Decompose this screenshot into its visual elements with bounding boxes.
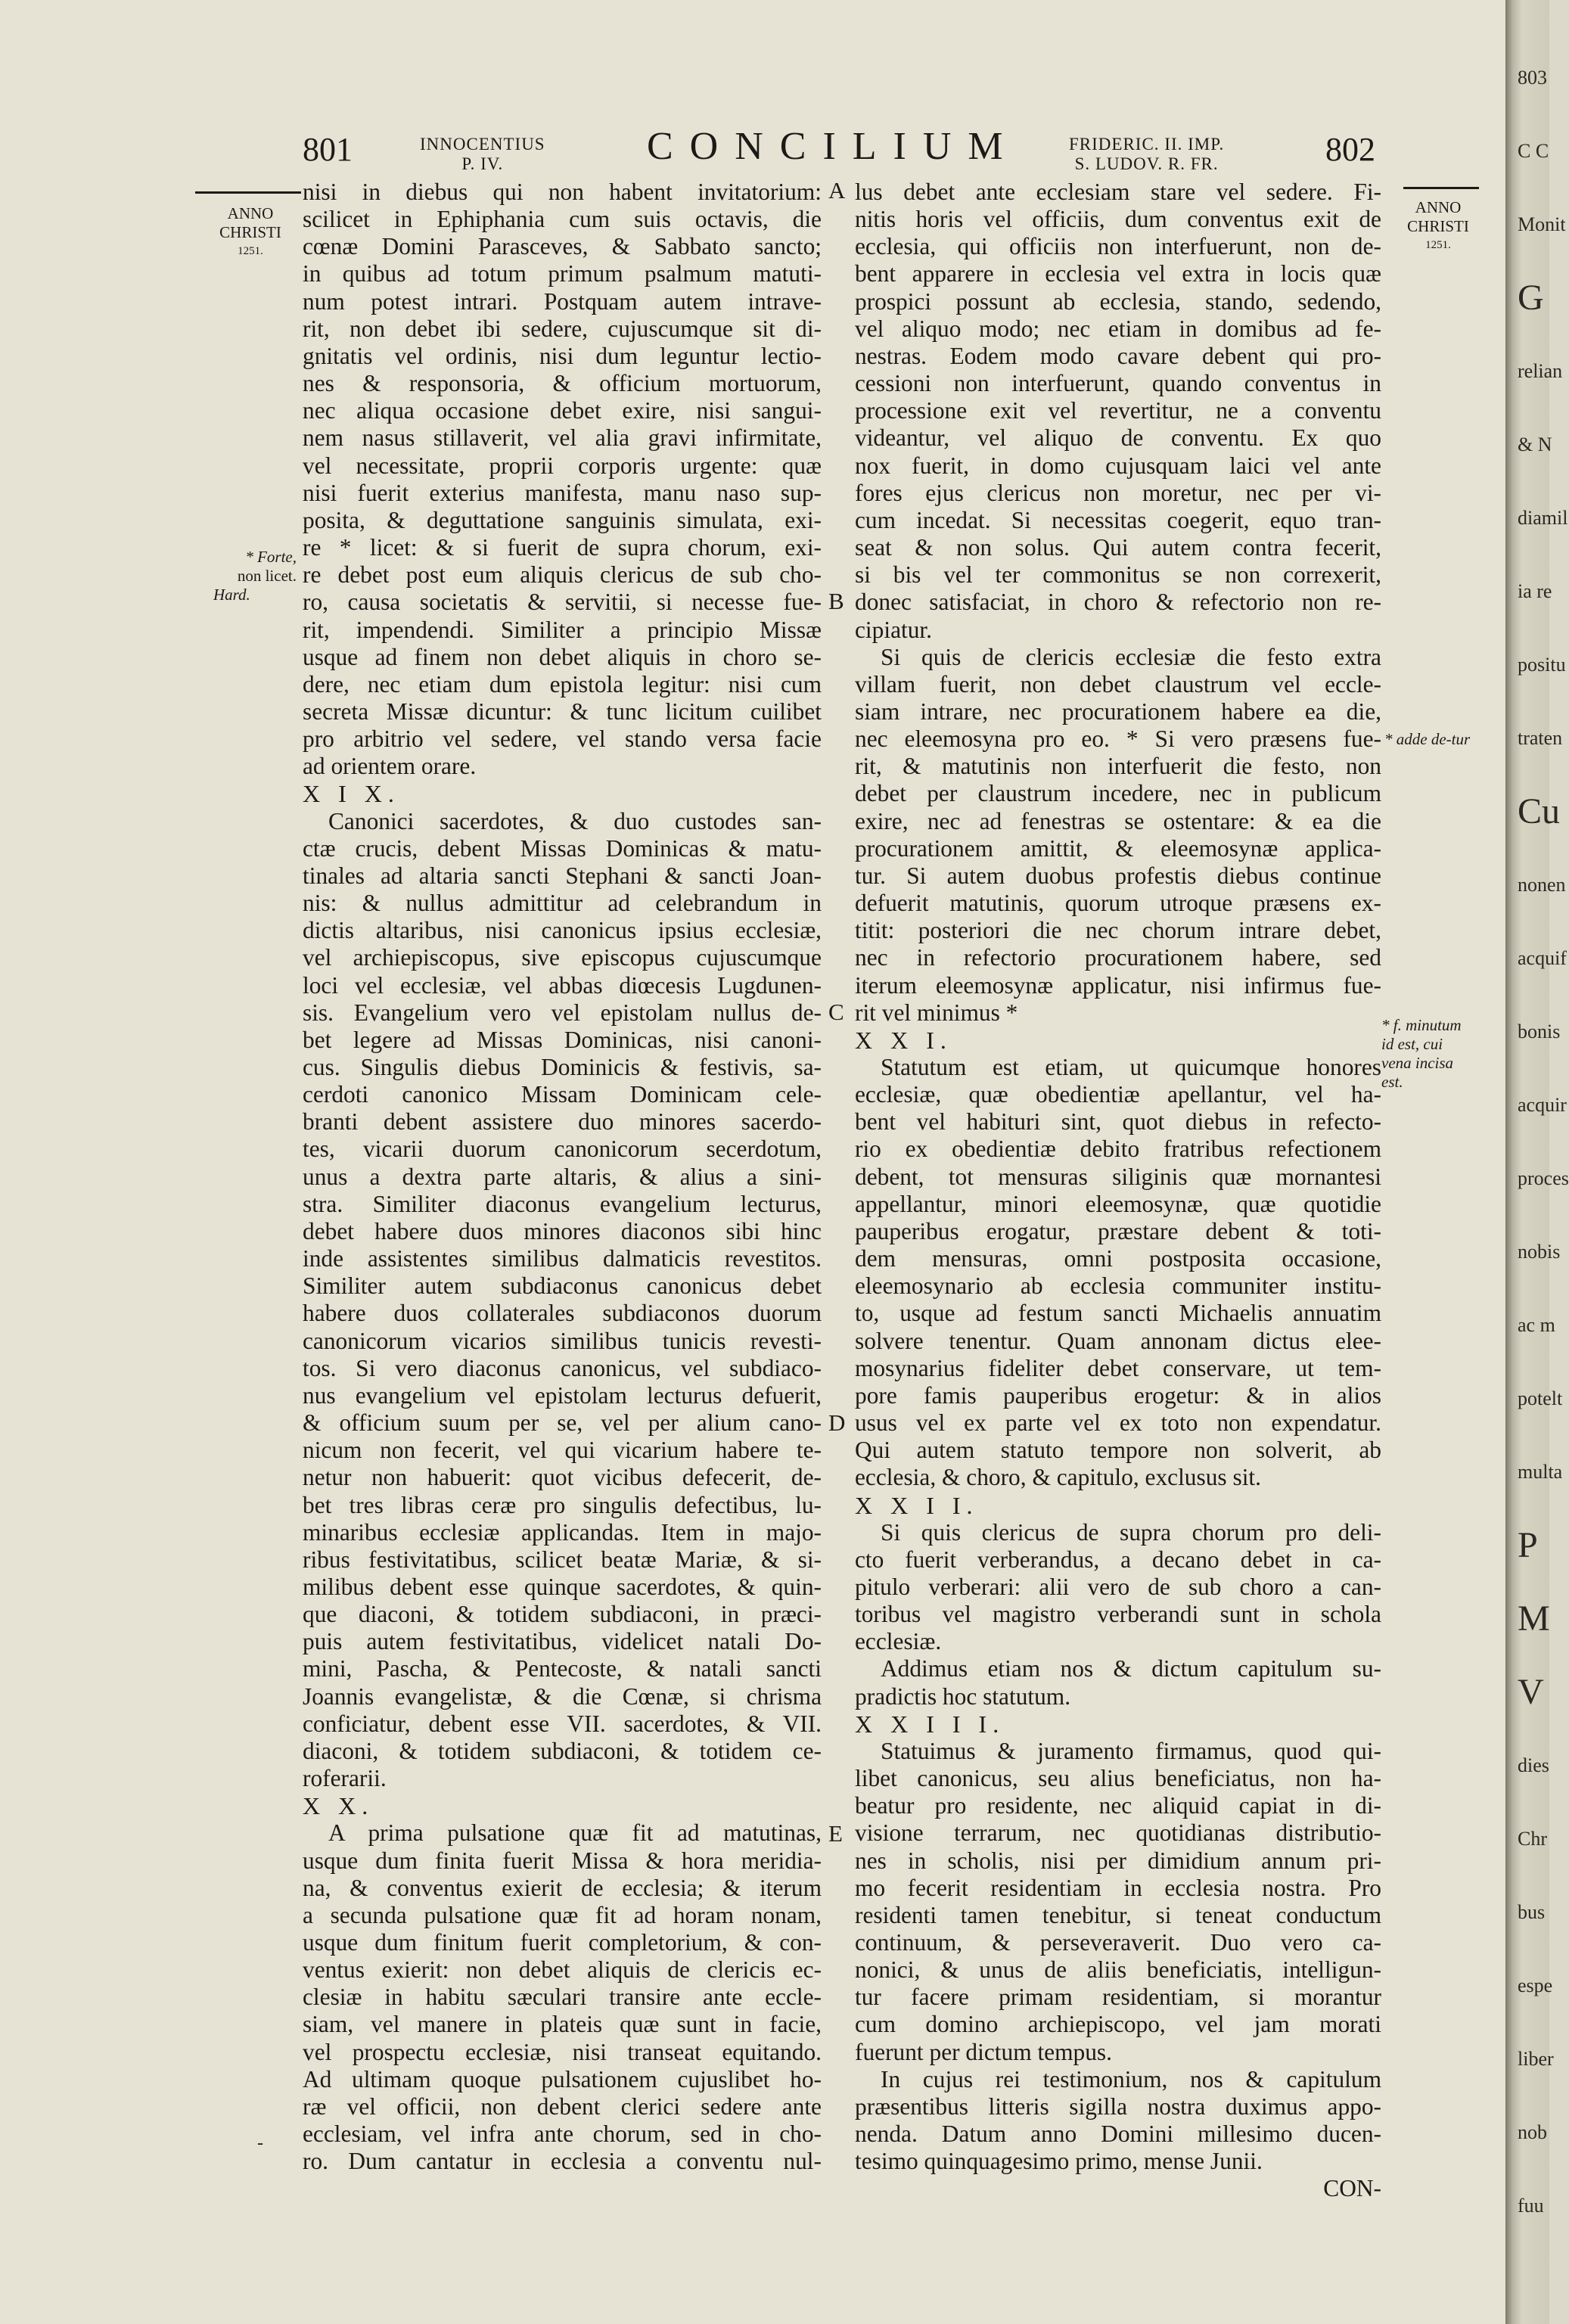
anno-christi-note-right: [1393, 198, 1483, 255]
gutter-fragment: M: [1518, 1599, 1550, 1639]
right-column-text-line: debent, tot mensuras siliginis quæ mornantesi: [855, 1163, 1381, 1190]
right-column-text-line: pradictis hoc statutum.: [855, 1682, 1071, 1710]
minutum-note-2: id est, cui: [1381, 1035, 1443, 1053]
left-column-text-line: scilicet in Ephiphania cum suis octavis, die: [303, 206, 822, 233]
running-head-right: [1069, 135, 1224, 174]
left-column-text-line: usque dum finitum fuerit completorium, & con-: [303, 1929, 822, 1956]
right-column-text-line: to, usque ad festum sancti Michaelis annuatim: [855, 1300, 1381, 1327]
left-column-text-line: tinales ad altaria sancti Stephani & sancti Joan-: [303, 862, 822, 889]
left-column-text-line: nec aliqua occasione debet exire, nisi sangui-: [303, 397, 822, 424]
right-column-text-line: nonici, & unus de aliis beneficiatis, intelligun-: [855, 1956, 1381, 1984]
gutter-fragment: C C: [1518, 140, 1549, 162]
right-column-section-heading: X X I I.: [855, 1491, 979, 1519]
gutter-fragment: P: [1518, 1525, 1538, 1565]
running-head-right-line1: FRIDERIC. II. IMP.: [1069, 135, 1225, 154]
left-column-text-line: debet habere duos minores diaconos sibi hinc: [303, 1217, 822, 1244]
gutter-fragment: positu: [1518, 654, 1566, 676]
section-letter-a: A: [828, 177, 846, 204]
right-column-text-line: fuerunt per dictum tempus.: [855, 2038, 1112, 2065]
right-column-text-line: continuum, & perseveraverit. Duo vero ca-: [855, 1929, 1381, 1956]
left-column-text-line: vel prospectu ecclesiæ, nisi transeat equitando.: [303, 2038, 822, 2065]
right-column-text-line: nes in scholis, nisi per dimidium annum pri-: [855, 1847, 1381, 1874]
left-column-text-line: Canonici sacerdotes, & duo custodes san-: [328, 807, 822, 834]
right-column-text-line: Si quis clericus de supra chorum pro deli-: [881, 1518, 1381, 1546]
left-column-text-line: nes & responsoria, & officium mortuorum,: [303, 370, 822, 397]
left-column-text-line: A prima pulsatione quæ fit ad matutinas,: [328, 1819, 822, 1847]
right-column-text-line: Qui autem statuto tempore non solverit, ab: [855, 1437, 1381, 1464]
right-column-text-line: rit vel minimus *: [855, 999, 1018, 1026]
right-column-text-line: nec in refectorio procurationem habere, sed: [855, 944, 1381, 971]
right-column-text-line: procurationem amittit, & eleemosynæ applica-: [855, 834, 1381, 862]
gutter-fragment: acquir: [1518, 1094, 1567, 1116]
running-head-left: [420, 135, 545, 174]
gutter-fragment: acquif: [1518, 947, 1567, 969]
minutum-note-3: vena incisa: [1381, 1054, 1454, 1072]
left-column-text-line: ecclesiam, vel infra ante chorum, sed in cho-: [303, 2120, 822, 2148]
right-column-section-heading: X X I.: [855, 1026, 952, 1054]
left-column-text-line: puis autem festivitatibus, videlicet natali Do-: [303, 1628, 822, 1655]
gutter-fragment: Monit: [1518, 213, 1566, 235]
right-column-text-line: libet canonicus, seu alius beneficiatus, non ha-: [855, 1765, 1381, 1792]
left-column-text-line: unus a dextra parte altaris, & alius a sini-: [303, 1163, 822, 1190]
gutter-fragment: Cu: [1518, 791, 1561, 831]
adde-note: * adde de-tur: [1384, 730, 1471, 748]
anno-christi-note-left: [206, 204, 295, 261]
left-column-text-line: tes, vicarii duorum canonicorum secerdotum,: [303, 1136, 822, 1163]
gutter-fragment: fuu: [1518, 2195, 1544, 2217]
right-column-text-line: videantur, vel aliquo de conventu. Ex quo: [855, 424, 1381, 452]
left-column-text-line: ro, causa societatis & servitii, si necesse fue-: [303, 589, 822, 616]
running-head-right-line2: S. LUDOV. R. FR.: [1074, 154, 1219, 173]
right-column-text-line: iterum eleemosynæ applicatur, nisi infirmus fue-: [855, 971, 1381, 999]
margin-rule-left: [195, 191, 301, 194]
gutter-fragment: 803: [1518, 67, 1547, 89]
anno-left-2: CHRISTI: [219, 223, 281, 241]
gutter-fragment: nonen: [1518, 874, 1566, 896]
right-column-text-line: vel aliquo modo; nec etiam in domibus ad fe-: [855, 315, 1381, 342]
right-column-text-line: pitulo verberari: alii vero de sub choro a can-: [855, 1573, 1381, 1600]
gutter-fragment: bus: [1518, 1901, 1546, 1923]
left-column-text-line: milibus debent esse quinque sacerdotes, & quin-: [303, 1573, 822, 1600]
page-number-right: 802: [1325, 131, 1375, 168]
left-column-text-line: minaribus ecclesiæ applicandas. Item in majo-: [303, 1518, 822, 1546]
right-column-text-line: cum incedat. Si necessitas coegerit, equo tran-: [855, 506, 1381, 533]
anno-right-2: CHRISTI: [1407, 217, 1469, 235]
gutter-fragment: nobis: [1518, 1241, 1561, 1263]
right-column-text-line: ecclesia, qui officiis non interfuerunt, non de-: [855, 233, 1381, 260]
anno-right-3: 1251.: [1425, 239, 1451, 251]
left-column-text-line: usque dum finita fuerit Missa & hora meridia-: [303, 1847, 822, 1874]
forte-note-1: * Forte,: [245, 548, 297, 566]
right-column-text-line: ecclesiæ.: [855, 1628, 942, 1655]
page-number-left: 801: [303, 131, 353, 168]
right-column-text-line: villam fuerit, non debet claustrum vel eccle-: [855, 670, 1381, 698]
right-column-text-line: tur. Si autem duobus profestis diebus continue: [855, 862, 1381, 889]
minutum-note: [1381, 1016, 1487, 1092]
left-column-text-line: netur non habuerit: quot vicibus defecerit, de-: [303, 1464, 822, 1491]
margin-dash: -: [257, 2133, 263, 2153]
left-column-text-line: tos. Si vero diaconus canonicus, vel subdiaco-: [303, 1354, 822, 1381]
gutter-fragment: Chr: [1518, 1828, 1547, 1850]
gutter-fragment: multa: [1518, 1461, 1563, 1483]
left-column-text-line: pro arbitrio vel sedere, vel stando versa facie: [303, 725, 822, 753]
right-column-text-line: præsentibus litteris sigilla nostra duximus appo-: [855, 2093, 1381, 2120]
right-column-text-line: siam intrare, nec procurationem habere ea die,: [855, 698, 1381, 725]
left-column-text-line: num potest intrari. Postquam autem intrave-: [303, 287, 822, 315]
right-column-text-line: ecclesia, & choro, & capitulo, exclusus sit.: [855, 1464, 1261, 1491]
right-column-text-line: seat & non solus. Qui autem contra fecerit,: [855, 534, 1381, 561]
right-column-text-line: nitis horis vel officiis, dum conventus exit de: [855, 206, 1381, 233]
left-column-text-line: re debet post eum aliquis clericus de sub cho-: [303, 561, 822, 589]
right-column-text-line: appellantur, minori eleemosynæ, quæ quotidie: [855, 1190, 1381, 1217]
left-column-text-line: vel necessitate, proprii corporis urgente: quæ: [303, 452, 822, 479]
left-column-text-line: siam, vel manere in plateis quæ sunt in facie,: [303, 2011, 822, 2038]
left-column-text-line: posita, & deguttatione sanguinis simulata, exi-: [303, 506, 822, 533]
left-column-text-line: que diaconi, & totidem subdiaconi, in præci-: [303, 1601, 822, 1628]
right-column-text-line: bent apparere in ecclesia vel extra in locis quæ: [855, 260, 1381, 287]
section-letter-b: B: [828, 588, 844, 614]
section-letter-d: D: [828, 1409, 846, 1436]
left-column-section-heading: X X.: [303, 1792, 374, 1820]
right-column-text-line: Si quis de clericis ecclesiæ die festo extra: [881, 643, 1381, 670]
left-column-text-line: nis: & nullus admittitur ad celebrandum in: [303, 890, 822, 917]
left-column-text-line: a secunda pulsatione quæ fit ad horam nonam,: [303, 1901, 822, 1928]
left-column-text-line: nisi fuerit exterius manifesta, manu naso sup-: [303, 479, 822, 506]
forte-note-2: non licet.: [237, 567, 297, 585]
forte-note-3: Hard.: [213, 586, 250, 604]
right-column-text-line: In cujus rei testimonium, nos & capitulum: [881, 2065, 1381, 2093]
right-column-text-line: nox fuerit, in domo cujusquam laici vel ante: [855, 452, 1381, 479]
right-column-text-line: si bis vel ter commonitus se non correxerit,: [855, 561, 1381, 589]
gutter-fragment: V: [1518, 1672, 1544, 1712]
gutter-fragment: espe: [1518, 1974, 1553, 1996]
left-column-text-line: nisi in diebus qui non habent invitatorium:: [303, 179, 822, 205]
right-column-text-line: dem mensuras, omni postposita occasione,: [855, 1245, 1381, 1272]
left-column-text-line: stra. Similiter diaconus evangelium lecturus,: [303, 1190, 822, 1217]
gutter-fragment: ac m: [1518, 1314, 1555, 1336]
running-head-left-line1: INNOCENTIUS: [420, 135, 545, 154]
page-title: CONCILIUM: [647, 125, 1020, 168]
left-column-text-line: rit, non debet ibi sedere, cujuscumque sit di-: [303, 315, 822, 342]
left-column-text-line: na, & conventus exierit de ecclesia; & iterum: [303, 1874, 822, 1901]
gutter-fragment: ia re: [1518, 580, 1552, 602]
right-column-text-line: titit: posteriori die nec chorum intrare debet,: [855, 917, 1381, 944]
left-column-text-line: gnitatis vel ordinis, nisi dum leguntur lectio-: [303, 342, 822, 369]
left-column-text-line: cœnæ Domini Parasceves, & Sabbato sancto;: [303, 233, 822, 260]
right-column-text-line: tur facere primam residentiam, si morantur: [855, 1984, 1381, 2011]
right-text-column: [855, 179, 1381, 2203]
left-column-text-line: ro. Dum cantatur in ecclesia a conventu nul-: [303, 2148, 822, 2175]
left-column-text-line: loci vel ecclesiæ, vel abbas diœcesis Lugdunen-: [303, 971, 822, 999]
gutter-fragment: diamil: [1518, 507, 1568, 529]
gutter-fragment: relian: [1518, 360, 1563, 382]
right-column-text-line: visione terrarum, nec quotidianas distributio-: [855, 1819, 1381, 1847]
gutter-fragment: proces: [1518, 1167, 1569, 1189]
right-column-text-line: prospici possunt ab ecclesia, stando, sedendo,: [855, 287, 1381, 315]
right-column-text-line: debet per claustrum incedere, nec in publicum: [855, 780, 1381, 807]
left-column-text-line: Ad ultimam quoque pulsationem cujuslibet ho-: [303, 2065, 822, 2093]
left-column-text-line: cerdoti canonico Missam Dominicam cele-: [303, 1081, 822, 1108]
right-column-text-line: processione exit vel revertitur, ne a conventu: [855, 397, 1381, 424]
left-column-text-line: dere, nec etiam dum epistola legitur: nisi cum: [303, 670, 822, 698]
left-column-text-line: habere duos collaterales subdiaconos duorum: [303, 1300, 822, 1327]
running-head-left-line2: P. IV.: [461, 154, 504, 173]
right-column-text-line: donec satisfaciat, in choro & refectorio non re-: [855, 589, 1381, 616]
left-column-text-line: nicum non fecerit, vel qui vicarium habere te-: [303, 1437, 822, 1464]
minutum-note-4: est.: [1381, 1073, 1403, 1091]
right-column-text-line: rit, & matutinis non interfuerit die festo, non: [855, 753, 1381, 780]
gutter-fragment: traten: [1518, 727, 1563, 749]
left-column-text-line: sis. Evangelium vero vel epistolam nullus de-: [303, 999, 822, 1026]
right-column-text-line: nenda. Datum anno Domini millesimo ducen-: [855, 2120, 1381, 2148]
right-column-text-line: pore famis pauperibus erogetur: & in alios: [855, 1381, 1381, 1409]
right-column-text-line: eleemosynario ab ecclesia communiter institu-: [855, 1272, 1381, 1300]
right-column-section-heading: X X I I I.: [855, 1710, 1005, 1738]
anno-left-3: 1251.: [238, 245, 263, 257]
gutter-fragment: G: [1518, 278, 1544, 318]
left-column-text-line: clesiæ in habitu sæculari transire ante eccle-: [303, 1984, 822, 2011]
forte-note: [206, 548, 297, 604]
left-column-section-heading: X I X.: [303, 780, 400, 808]
right-column-catchword: CON-: [1323, 2175, 1381, 2202]
right-column-text-line: pauperibus erogatur, præstare debent & toti-: [855, 1217, 1381, 1244]
gutter-fragment: nob: [1518, 2121, 1547, 2143]
left-column-text-line: roferarii.: [303, 1765, 387, 1792]
right-column-text-line: cessioni non interfuerunt, quando conventus in: [855, 370, 1381, 397]
right-column-text-line: Statuimus & juramento firmamus, quod qui-: [881, 1737, 1381, 1764]
facing-page-gutter: [1505, 0, 1569, 2324]
left-column-text-line: rit, impendendi. Similiter a principio Missæ: [303, 616, 822, 643]
left-column-text-line: nus evangelium vel epistolam lecturus defuerit,: [303, 1381, 822, 1409]
anno-left-1: ANNO: [227, 204, 274, 222]
section-letter-c: C: [828, 999, 844, 1025]
right-column-text-line: Addimus etiam nos & dictum capitulum su-: [881, 1655, 1381, 1682]
right-column-text-line: tesimo quinquagesimo primo, mense Junii.: [855, 2148, 1263, 2175]
left-column-text-line: Joannis evangelistæ, & die Cœnæ, si chrisma: [303, 1682, 822, 1710]
left-column-text-line: bet tres libras ceræ pro singulis defectibus, lu-: [303, 1491, 822, 1518]
right-column-text-line: solvere tenentur. Quam annonam dictus elee-: [855, 1327, 1381, 1354]
anno-right-1: ANNO: [1415, 198, 1462, 216]
left-column-text-line: dictis altaribus, nisi canonicus ipsius ecclesiæ,: [303, 917, 822, 944]
right-column-text-line: exire, nec ad fenestras se ostentare: & ea die: [855, 807, 1381, 834]
left-column-text-line: ad orientem orare.: [303, 753, 477, 780]
minutum-note-1: * f. minutum: [1381, 1016, 1462, 1034]
left-column-text-line: Similiter autem subdiaconus canonicus debet: [303, 1272, 822, 1300]
left-column-text-line: cus. Singulis diebus Dominicis & festivis, sa-: [303, 1054, 822, 1080]
right-column-text-line: bent vel habituri sint, quot diebus in refecto-: [855, 1108, 1381, 1136]
left-column-text-line: vel archiepiscopus, sive episcopus cujuscumque: [303, 944, 822, 971]
gutter-fragment: dies: [1518, 1754, 1549, 1776]
left-column-text-line: nem nasus stillaverit, vel alia gravi infirmitate,: [303, 424, 822, 452]
left-column-text-line: ræ vel officii, non debent clerici sedere ante: [303, 2093, 822, 2120]
right-column-text-line: Statutum est etiam, ut quicumque honores: [881, 1054, 1381, 1080]
gutter-fragment: & N: [1518, 433, 1552, 455]
right-column-text-line: usus vel ex parte vel ex toto non expendatur.: [855, 1409, 1381, 1437]
left-column-text-line: conficiatur, debent esse VII. sacerdotes, & VII.: [303, 1710, 822, 1737]
left-column-text-line: ctæ crucis, debent Missas Dominicas & matu-: [303, 834, 822, 862]
left-column-text-line: bet legere ad Missas Dominicas, nisi canoni-: [303, 1026, 822, 1053]
left-column-text-line: mini, Pascha, & Pentecoste, & natali sancti: [303, 1655, 822, 1682]
right-column-text-line: mosynarius fideliter debet conservare, ut tem-: [855, 1354, 1381, 1381]
section-letter-e: E: [828, 1820, 843, 1847]
margin-rule-right: [1403, 187, 1479, 189]
left-column-text-line: ventus exierit: non debet aliquis de clericis ec-: [303, 1956, 822, 1984]
right-column-text-line: cum domino archiepiscopo, vel jam morati: [855, 2011, 1381, 2038]
right-column-text-line: defuerit matutinis, quorum utroque præsens ex-: [855, 890, 1381, 917]
gutter-fragment: bonis: [1518, 1021, 1561, 1042]
left-column-text-line: ribus festivitatibus, scilicet beatæ Mariæ, & si-: [303, 1546, 822, 1573]
left-column-text-line: secreta Missæ dicuntur: & tunc licitum cuilibet: [303, 698, 822, 725]
right-column-text-line: beatur pro residente, nec aliquid capiat in di-: [855, 1792, 1381, 1819]
right-column-text-line: cipiatur.: [855, 616, 932, 643]
left-column-text-line: usque ad finem non debet aliquis in choro se-: [303, 643, 822, 670]
gutter-fragment: liber: [1518, 2048, 1554, 2070]
left-column-text-line: in quibus ad totum primum psalmum matuti-: [303, 260, 822, 287]
right-column-text-line: mo fecerit residentiam in ecclesia nostra. Pro: [855, 1874, 1381, 1901]
right-column-text-line: cto fuerit verberandus, a decano debet in ca-: [855, 1546, 1381, 1573]
right-column-text-line: rio ex obedientiæ debito fratribus refectionem: [855, 1136, 1381, 1163]
left-column-text-line: branti debent assistere duo minores sacerdo-: [303, 1108, 822, 1136]
right-column-text-line: nestras. Eodem modo cavare debent qui pro-: [855, 342, 1381, 369]
left-column-text-line: inde assistentes similibus dalmaticis revestitos.: [303, 1245, 822, 1272]
right-column-text-line: lus debet ante ecclesiam stare vel sedere. Fi-: [855, 179, 1381, 205]
right-column-text-line: ecclesiæ, quæ obedientiæ apellantur, vel ha-: [855, 1081, 1381, 1108]
gutter-fragment: potelt: [1518, 1387, 1563, 1409]
right-column-text-line: nec eleemosyna pro eo. * Si vero præsens fue-: [855, 725, 1381, 753]
left-column-text-line: diaconi, & totidem subdiaconi, & totidem ce-: [303, 1737, 822, 1764]
left-column-text-line: canonicorum vicarios similibus tunicis revesti-: [303, 1327, 822, 1354]
right-column-text-line: toribus vel magistro verberandi sunt in schola: [855, 1601, 1381, 1628]
right-column-text-line: residenti tamen tenebitur, si teneat conductum: [855, 1901, 1381, 1928]
right-column-text-line: fores ejus clericus non moretur, nec per vi-: [855, 479, 1381, 506]
left-column-text-line: & officium suum per se, vel per alium cano-: [303, 1409, 822, 1437]
left-column-text-line: re * licet: & si fuerit de supra chorum, exi-: [303, 534, 822, 561]
left-text-column: [303, 179, 822, 2175]
